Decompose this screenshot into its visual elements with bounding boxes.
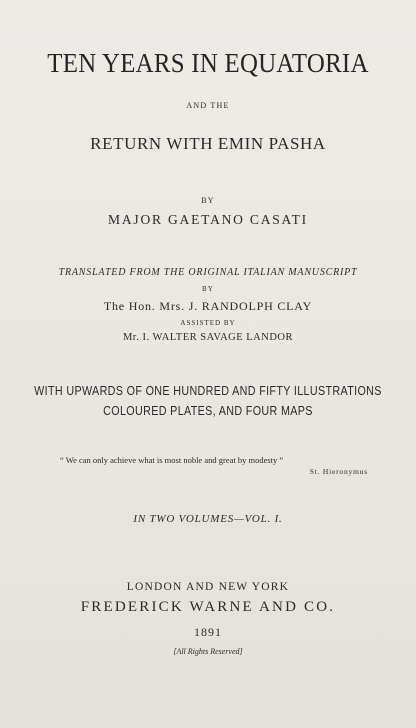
- translator-by-label: BY: [201, 285, 215, 293]
- assistant-name: Mr. I. WALTER SAVAGE LANDOR: [122, 332, 294, 343]
- rights-notice: [All Rights Reserved]: [173, 647, 243, 656]
- illustrations-line-2: COLOURED PLATES, AND FOUR MAPS: [103, 404, 313, 418]
- volume-info: IN TWO VOLUMES—VOL. I.: [133, 513, 283, 525]
- publication-place: LONDON AND NEW YORK: [126, 581, 290, 593]
- epigraph-quote: “ We can only achieve what is most noble and great by modesty ”: [60, 455, 284, 465]
- translation-note: TRANSLATED FROM THE ORIGINAL ITALIAN MANUSCRIPT: [58, 267, 358, 278]
- publication-year: 1891: [194, 625, 222, 639]
- and-the-connector: AND THE: [186, 101, 230, 110]
- author-name: MAJOR GAETANO CASATI: [108, 212, 308, 227]
- by-label: BY: [201, 196, 215, 205]
- translator-name: The Hon. Mrs. J. RANDOLPH CLAY: [103, 299, 313, 313]
- epigraph-source: St. Hieronymus: [309, 467, 368, 476]
- book-subtitle: RETURN WITH EMIN PASHA: [90, 134, 326, 153]
- assisted-by-label: ASSISTED BY: [180, 319, 236, 327]
- book-title: TEN YEARS IN EQUATORIA: [47, 48, 369, 78]
- illustrations-line-1: WITH UPWARDS OF ONE HUNDRED AND FIFTY ILLUSTRATIONS: [34, 384, 382, 398]
- publisher-name: FREDERICK WARNE AND CO.: [80, 599, 336, 615]
